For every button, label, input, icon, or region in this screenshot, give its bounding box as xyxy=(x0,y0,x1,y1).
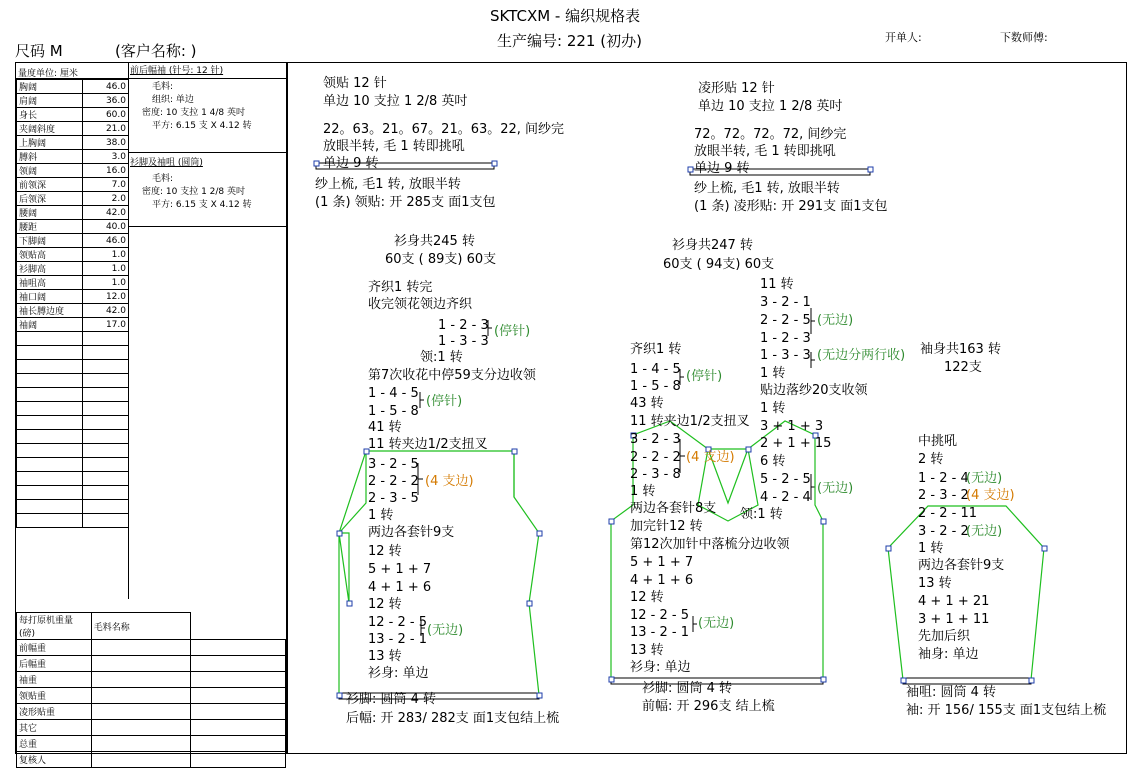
measure-row xyxy=(17,136,129,150)
measure-value: 42.0 xyxy=(83,206,129,220)
front-step: 4 - 2 - 4 xyxy=(760,490,811,505)
measure-label: 腰阔 xyxy=(17,206,83,220)
collar-title: 领贴 12 针 xyxy=(323,76,387,91)
measure-label: 后领深 xyxy=(17,192,83,206)
measure-row xyxy=(17,178,129,192)
weight-table xyxy=(16,612,286,768)
sleeve-step: 1 - 2 - 4 xyxy=(918,471,969,486)
measure-row xyxy=(17,108,129,122)
back-step: 两边各套针9支 xyxy=(368,525,455,540)
measure-value: 2.0 xyxy=(83,192,129,206)
measure-label: 腰距 xyxy=(17,220,83,234)
front-step: 2 - 2 - 5 xyxy=(760,313,811,328)
measure-value: 46.0 xyxy=(83,234,129,248)
back-step: 12 转 xyxy=(368,597,402,612)
weight-header: 每打原机重量 (磅) xyxy=(17,613,92,640)
client-name: (客户名称: ) xyxy=(115,42,197,60)
back-step: 12 - 2 - 5 xyxy=(368,615,427,630)
measure-value: 40.0 xyxy=(83,220,129,234)
spec-section-1 xyxy=(130,65,252,133)
production-number: 生产编号: 221 (初办) xyxy=(497,32,642,50)
measure-empty-row xyxy=(17,444,129,458)
measure-empty-row xyxy=(17,514,129,528)
front-step: 3 - 2 - 1 xyxy=(760,295,811,310)
front-step: 43 转 xyxy=(630,396,664,411)
front-note: (无边) xyxy=(817,313,854,328)
weight-row xyxy=(17,672,286,688)
back-step: 衫身: 单边 xyxy=(368,666,429,681)
measure-row xyxy=(17,304,129,318)
measure-row xyxy=(17,318,129,332)
back-note: (停针) xyxy=(494,324,531,339)
front-note: (无边) xyxy=(698,616,735,631)
back-step: 11 转夹边1/2支扭叉 xyxy=(368,437,488,452)
front-step: 3 + 1 + 3 xyxy=(760,419,824,434)
measure-row xyxy=(17,164,129,178)
measure-empty-row xyxy=(17,332,129,346)
front-step: 11 转 xyxy=(760,277,794,292)
sleeve-note: (4 支边) xyxy=(966,488,1015,503)
back-step: 41 转 xyxy=(368,420,402,435)
back-step: 齐织1 转完 xyxy=(368,280,433,295)
measure-empty-row xyxy=(17,360,129,374)
sleeve-note: (无边) xyxy=(966,471,1003,486)
sleeve-note: (无边) xyxy=(966,524,1003,539)
measure-empty-row xyxy=(17,500,129,514)
measure-value: 46.0 xyxy=(83,80,129,94)
weight-row xyxy=(17,752,286,768)
measure-empty-row xyxy=(17,486,129,500)
measure-label: 膊斜 xyxy=(17,150,83,164)
weight-row xyxy=(17,736,286,752)
measure-value: 38.0 xyxy=(83,136,129,150)
back-step: 12 转 xyxy=(368,544,402,559)
measure-row xyxy=(17,262,129,276)
measure-value: 1.0 xyxy=(83,262,129,276)
collar-single: 单边 9 转 xyxy=(323,156,379,171)
measure-unit-header: 量度单位: 厘米 xyxy=(18,69,78,79)
measure-value: 1.0 xyxy=(83,248,129,262)
front-step: 领:1 转 xyxy=(740,507,783,522)
doc-title: SKTCXM - 编织规格表 xyxy=(490,7,641,25)
front-step: 齐织1 转 xyxy=(630,342,682,357)
measure-label: 身长 xyxy=(17,108,83,122)
measure-empty-row xyxy=(17,388,129,402)
back-step: 1 - 3 - 3 xyxy=(438,334,489,349)
measure-empty-row xyxy=(17,472,129,486)
measure-label: 袖口阔 xyxy=(17,290,83,304)
front-step: 衫身: 单边 xyxy=(630,660,691,675)
weight-row xyxy=(17,688,286,704)
order-by-label: 开单人: xyxy=(885,31,922,44)
measure-label: 袖阔 xyxy=(17,318,83,332)
weight-label: 凌形贴重 xyxy=(17,704,92,720)
collar-open: (1 条) 领贴: 开 285支 面1支包 xyxy=(315,195,496,210)
diamond-single: 单边 9 转 xyxy=(694,161,750,176)
front-widths: 60支 ( 94支) 60支 xyxy=(663,257,775,272)
front-step: 贴边落纱20支收领 xyxy=(760,383,868,398)
sleeve-step: 3 + 1 + 11 xyxy=(918,612,990,627)
measure-value: 42.0 xyxy=(83,304,129,318)
front-step: 2 - 2 - 2 xyxy=(630,450,681,465)
measure-value: 16.0 xyxy=(83,164,129,178)
spec-section-2-title: 衫脚及袖咀 (圆筒) xyxy=(130,158,203,168)
measure-label: 胸阔 xyxy=(17,80,83,94)
back-step: 5 + 1 + 7 xyxy=(368,562,432,577)
collar-instr: 放眼半转, 毛 1 转即挑吼 xyxy=(323,139,465,154)
measure-row xyxy=(17,94,129,108)
sleeve-step: 袖身: 单边 xyxy=(918,647,979,662)
collar-finish: 纱上梳, 毛1 转, 放眼半转 xyxy=(315,177,461,192)
front-step: 1 - 2 - 3 xyxy=(760,331,811,346)
back-widths: 60支 ( 89支) 60支 xyxy=(385,252,497,267)
spec-section-1-title: 前后幅袖 (针号: 12 针) xyxy=(130,66,224,76)
weight-label: 复核人 xyxy=(17,752,92,768)
front-step: 4 + 1 + 6 xyxy=(630,573,694,588)
weight-label: 总重 xyxy=(17,736,92,752)
front-step: 第12次加针中落梳分边收领 xyxy=(630,537,790,552)
measure-empty-row xyxy=(17,458,129,472)
sleeve-step: 4 + 1 + 21 xyxy=(918,594,990,609)
back-open: 后幅: 开 283/ 282支 面1支包结上梳 xyxy=(346,711,560,726)
back-step: 2 - 3 - 5 xyxy=(368,491,419,506)
front-note: (无边分两行收) xyxy=(817,348,906,363)
front-step: 加完针12 转 xyxy=(630,519,703,534)
back-step: 4 + 1 + 6 xyxy=(368,580,432,595)
sleeve-step: 先加后织 xyxy=(918,629,971,644)
measure-row xyxy=(17,122,129,136)
front-step: 11 转夹边1/2支扭叉 xyxy=(630,414,750,429)
back-step: 收完领花领边齐织 xyxy=(368,297,473,312)
front-step: 13 - 2 - 1 xyxy=(630,625,689,640)
measure-label: 袖长膊边度 xyxy=(17,304,83,318)
diamond-instr: 放眼半转, 毛 1 转即挑吼 xyxy=(694,144,836,159)
back-note: (4 支边) xyxy=(425,474,474,489)
front-step: 3 - 2 - 3 xyxy=(630,432,681,447)
weight-row xyxy=(17,704,286,720)
measure-label: 前领深 xyxy=(17,178,83,192)
sleeve-step: 两边各套针9支 xyxy=(918,558,1005,573)
diamond-cast: 72。72。72。72, 间纱完 xyxy=(694,127,847,142)
measure-value: 17.0 xyxy=(83,318,129,332)
spec-line: 密度: 10 支拉 1 4/8 英吋 xyxy=(142,108,245,118)
back-step: 2 - 2 - 2 xyxy=(368,474,419,489)
sleeve-step: 13 转 xyxy=(918,576,952,591)
sleeve-hem: 袖咀: 圆筒 4 转 xyxy=(906,685,997,700)
measure-value: 21.0 xyxy=(83,122,129,136)
measure-empty-row xyxy=(17,402,129,416)
pattern-area xyxy=(287,62,1127,754)
front-step: 1 转 xyxy=(630,484,656,499)
weight-row xyxy=(17,720,286,736)
weight-label: 前幅重 xyxy=(17,640,92,656)
back-note: (停针) xyxy=(426,394,463,409)
sleeve-open: 袖: 开 156/ 155支 面1支包结上梳 xyxy=(906,703,1107,718)
weight-label: 其它 xyxy=(17,720,92,736)
sleeve-step: 3 - 2 - 2 xyxy=(918,524,969,539)
weight-label: 后幅重 xyxy=(17,656,92,672)
measure-empty-row xyxy=(17,430,129,444)
front-open: 前幅: 开 296支 结上梳 xyxy=(642,699,775,714)
measure-row xyxy=(17,150,129,164)
front-step: 13 转 xyxy=(630,643,664,658)
spec-section-2 xyxy=(130,157,252,212)
front-step: 2 + 1 + 15 xyxy=(760,436,832,451)
back-step: 1 - 5 - 8 xyxy=(368,404,419,419)
back-step: 1 - 2 - 3 xyxy=(438,318,489,333)
front-note: (4 支边) xyxy=(686,450,735,465)
spec-line: 毛料: xyxy=(152,82,174,92)
front-step: 1 - 4 - 5 xyxy=(630,362,681,377)
front-step: 1 - 3 - 3 xyxy=(760,348,811,363)
front-step: 1 转 xyxy=(760,401,786,416)
back-total: 衫身共245 转 xyxy=(394,234,475,249)
front-step: 12 - 2 - 5 xyxy=(630,608,689,623)
diamond-gauge: 单边 10 支拉 1 2/8 英吋 xyxy=(698,99,843,114)
sleeve-step: 2 - 3 - 2 xyxy=(918,488,969,503)
weight-row xyxy=(17,656,286,672)
sleeve-width: 122支 xyxy=(944,360,982,375)
back-step: 1 转 xyxy=(368,508,394,523)
back-step: 领:1 转 xyxy=(420,350,463,365)
measure-value: 60.0 xyxy=(83,108,129,122)
measure-value: 36.0 xyxy=(83,94,129,108)
measure-label: 领阔 xyxy=(17,164,83,178)
weight-label: 领贴重 xyxy=(17,688,92,704)
measure-label: 领贴高 xyxy=(17,248,83,262)
front-hem: 衫脚: 圆筒 4 转 xyxy=(642,681,733,696)
diamond-open: (1 条) 凌形贴: 开 291支 面1支包 xyxy=(694,199,888,214)
back-hem: 衫脚: 圆筒 4 转 xyxy=(346,692,437,707)
back-note: (无边) xyxy=(427,623,464,638)
measure-label: 夹阔斜度 xyxy=(17,122,83,136)
measure-value: 12.0 xyxy=(83,290,129,304)
measure-empty-row xyxy=(17,346,129,360)
diamond-finish: 纱上梳, 毛1 转, 放眼半转 xyxy=(694,181,840,196)
weight-label: 袖重 xyxy=(17,672,92,688)
measure-label: 上胸阔 xyxy=(17,136,83,150)
count-master-label: 下数师傅: xyxy=(1000,31,1048,44)
front-step: 两边各套针8支 xyxy=(630,501,717,516)
spec-line: 密度: 10 支拉 1 2/8 英吋 xyxy=(142,187,245,197)
sleeve-step: 1 转 xyxy=(918,541,944,556)
measure-value: 1.0 xyxy=(83,276,129,290)
sleeve-step: 2 - 2 - 11 xyxy=(918,506,977,521)
measure-row xyxy=(17,276,129,290)
front-step: 1 转 xyxy=(760,366,786,381)
front-step: 12 转 xyxy=(630,590,664,605)
front-step: 6 转 xyxy=(760,454,786,469)
spec-line: 平方: 6.15 支 X 4.12 转 xyxy=(152,121,252,131)
measure-table xyxy=(16,79,129,528)
front-step: 5 - 2 - 5 xyxy=(760,472,811,487)
measure-row xyxy=(17,234,129,248)
measure-value: 3.0 xyxy=(83,150,129,164)
sleeve-step: 中挑吼 xyxy=(918,434,958,449)
sleeve-step: 2 转 xyxy=(918,452,944,467)
measure-empty-row xyxy=(17,416,129,430)
measure-label: 下脚阔 xyxy=(17,234,83,248)
back-step: 13 - 2 - 1 xyxy=(368,632,427,647)
measure-label: 衫脚高 xyxy=(17,262,83,276)
back-step: 3 - 2 - 5 xyxy=(368,457,419,472)
spec-line: 组织: 单边 xyxy=(152,95,194,105)
weight-row xyxy=(17,640,286,656)
measure-value: 7.0 xyxy=(83,178,129,192)
diamond-title: 凌形贴 12 针 xyxy=(698,81,775,96)
front-total: 衫身共247 转 xyxy=(672,238,753,253)
spec-sidebar xyxy=(15,62,287,766)
yarn-name-header: 毛料名称 xyxy=(91,613,190,640)
sleeve-total: 袖身共163 转 xyxy=(920,342,1001,357)
measure-empty-row xyxy=(17,374,129,388)
measure-row xyxy=(17,80,129,94)
measure-row xyxy=(17,220,129,234)
back-step: 13 转 xyxy=(368,649,402,664)
front-step: 2 - 3 - 8 xyxy=(630,467,681,482)
collar-gauge: 单边 10 支拉 1 2/8 英吋 xyxy=(323,94,468,109)
measure-row xyxy=(17,206,129,220)
back-step: 1 - 4 - 5 xyxy=(368,386,419,401)
front-step: 1 - 5 - 8 xyxy=(630,379,681,394)
spec-line: 毛料: xyxy=(152,174,174,184)
front-note: (无边) xyxy=(817,481,854,496)
measure-label: 肩阔 xyxy=(17,94,83,108)
front-step: 5 + 1 + 7 xyxy=(630,555,694,570)
spec-line: 平方: 6.15 支 X 4.12 转 xyxy=(152,200,252,210)
measure-label: 袖咀高 xyxy=(17,276,83,290)
measure-row xyxy=(17,290,129,304)
front-note: (停针) xyxy=(686,369,723,384)
size-label: 尺码 M xyxy=(15,42,63,60)
collar-cast: 22。63。21。67。21。63。22, 间纱完 xyxy=(323,122,565,137)
back-step: 第7次收花中停59支分边收领 xyxy=(368,368,536,383)
measure-row xyxy=(17,248,129,262)
measure-row xyxy=(17,192,129,206)
